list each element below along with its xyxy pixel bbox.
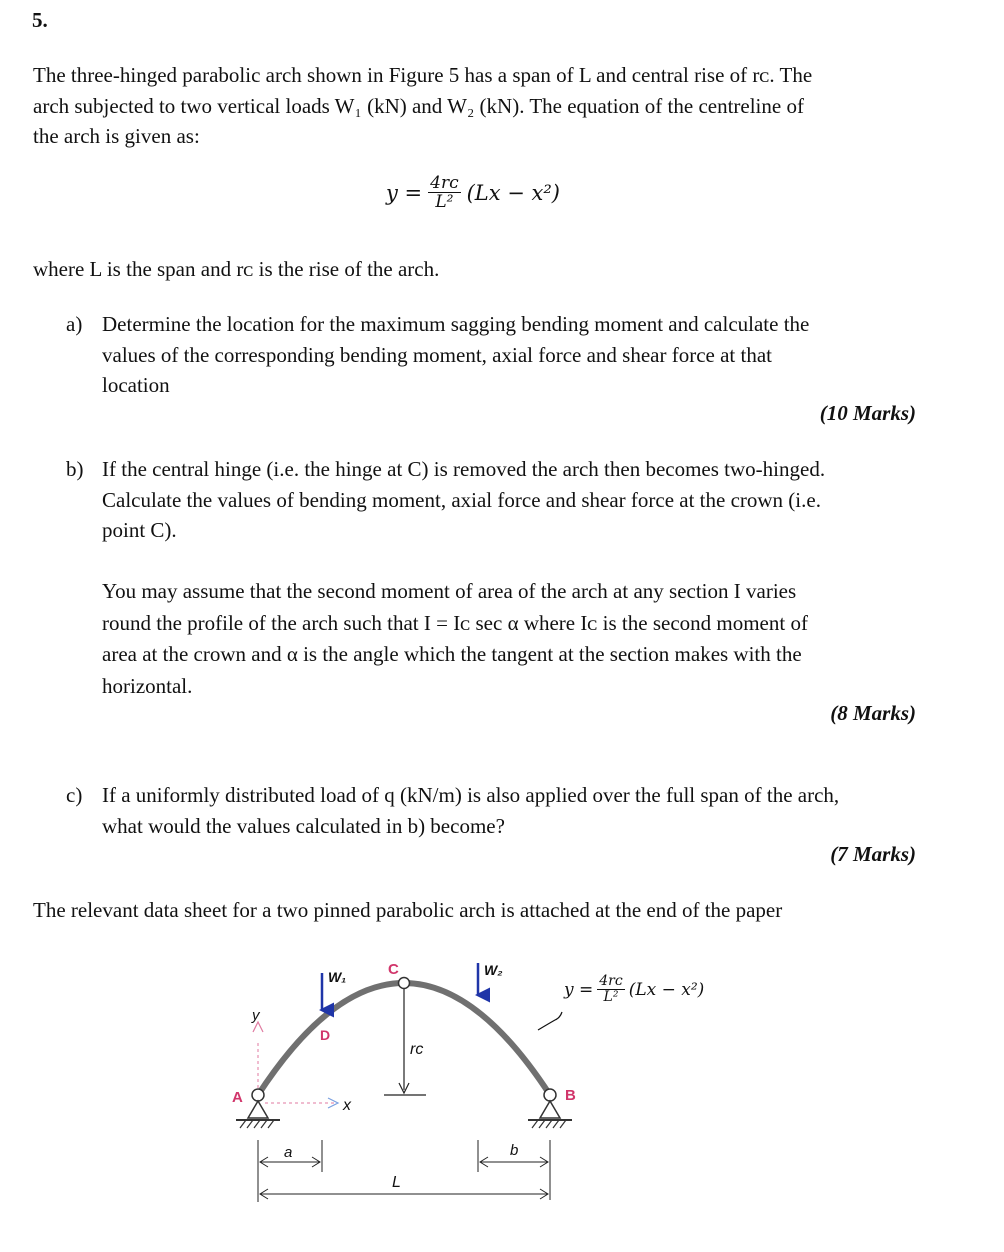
arch-figure [0, 940, 1004, 1240]
equation-fraction [428, 174, 460, 211]
equation-numerator: 4rᴄ [430, 173, 459, 193]
part-a-line-1: Determine the location for the maximum sagging bending moment and calculate the [102, 312, 810, 336]
label-x: x [343, 1097, 351, 1114]
label-d: D [320, 1027, 331, 1043]
part-b-label: b) [66, 457, 84, 481]
crown-hinge [399, 978, 410, 989]
assumption-line-2: round the profile of the arch such that I = Iᴄ sec α where Iᴄ is the second moment of [102, 610, 808, 635]
figure-equation [564, 974, 704, 1005]
part-c-label: c) [66, 783, 83, 807]
part-b-line-3: point C). [102, 518, 177, 542]
intro-paragraph [33, 60, 933, 152]
part-c-marks: (7 Marks) [830, 842, 916, 866]
label-y: y [252, 1007, 260, 1024]
label-a: A [232, 1089, 243, 1106]
label-rc: rᴄ [410, 1041, 424, 1058]
part-b-line-1: If the central hinge (i.e. the hinge at C) is removed the arch then becomes two-hinged. [102, 457, 826, 481]
figure-equation-fraction [597, 974, 624, 1005]
data-sheet-note: The relevant data sheet for a two pinned parabolic arch is attached at the end of the paper [33, 898, 783, 922]
intro-line-3: the arch is given as: [33, 124, 200, 148]
question-number: 5. [32, 8, 48, 32]
figure-equation-lhs: y = [564, 979, 594, 1000]
label-b-dim: b [510, 1142, 519, 1159]
part-a-line-3: location [102, 373, 170, 397]
equation-denominator: L² [435, 192, 454, 212]
figure-equation-rhs: (Lx − x²) [628, 979, 705, 1000]
part-b-assumption [102, 576, 922, 702]
part-c-body [102, 780, 922, 841]
part-a-marks: (10 Marks) [819, 401, 916, 425]
intro-line-2: arch subjected to two vertical loads W₁ (kN) and W₂ (kN). The equation of the centreline of [33, 93, 804, 118]
part-a-label: a) [66, 312, 83, 336]
label-l: L [392, 1174, 401, 1191]
label-w1: W₁ [328, 969, 347, 985]
part-b-line-2: Calculate the values of bending moment, axial force and shear force at the crown (i.e. [102, 487, 821, 512]
assumption-line-1: You may assume that the second moment of area of the arch at any section I varies [102, 579, 797, 603]
equation-lhs: y = [386, 180, 423, 205]
figure-equation-denominator: L² [603, 989, 619, 1005]
part-b-body [102, 454, 922, 546]
label-b: B [565, 1087, 576, 1104]
assumption-line-4: horizontal. [102, 673, 193, 698]
label-w2: W₂ [484, 962, 503, 978]
part-c-line-2: what would the values calculated in b) become? [102, 813, 505, 838]
part-b-marks: (8 Marks) [830, 701, 916, 725]
assumption-line-3: area at the crown and α is the angle which the tangent at the section makes with the [102, 642, 802, 666]
label-c: C [388, 961, 399, 978]
equation-pointer [538, 1012, 562, 1030]
figure-equation-numerator: 4rᴄ [599, 973, 623, 989]
part-c-line-1: If a uniformly distributed load of q (kN/m) is also applied over the full span of the arch, [102, 783, 840, 807]
part-a-line-2: values of the corresponding bending moment, axial force and shear force at that [102, 342, 773, 367]
equation-rhs: (Lx − x²) [466, 180, 560, 205]
label-a-dim: a [284, 1144, 293, 1161]
intro-line-1: The three-hinged parabolic arch shown in Figure 5 has a span of L and central rise of rᴄ. The [33, 63, 813, 87]
where-text: where L is the span and rᴄ is the rise of the arch. [33, 257, 440, 281]
centreline-equation [386, 174, 560, 211]
part-a-body [102, 309, 922, 401]
